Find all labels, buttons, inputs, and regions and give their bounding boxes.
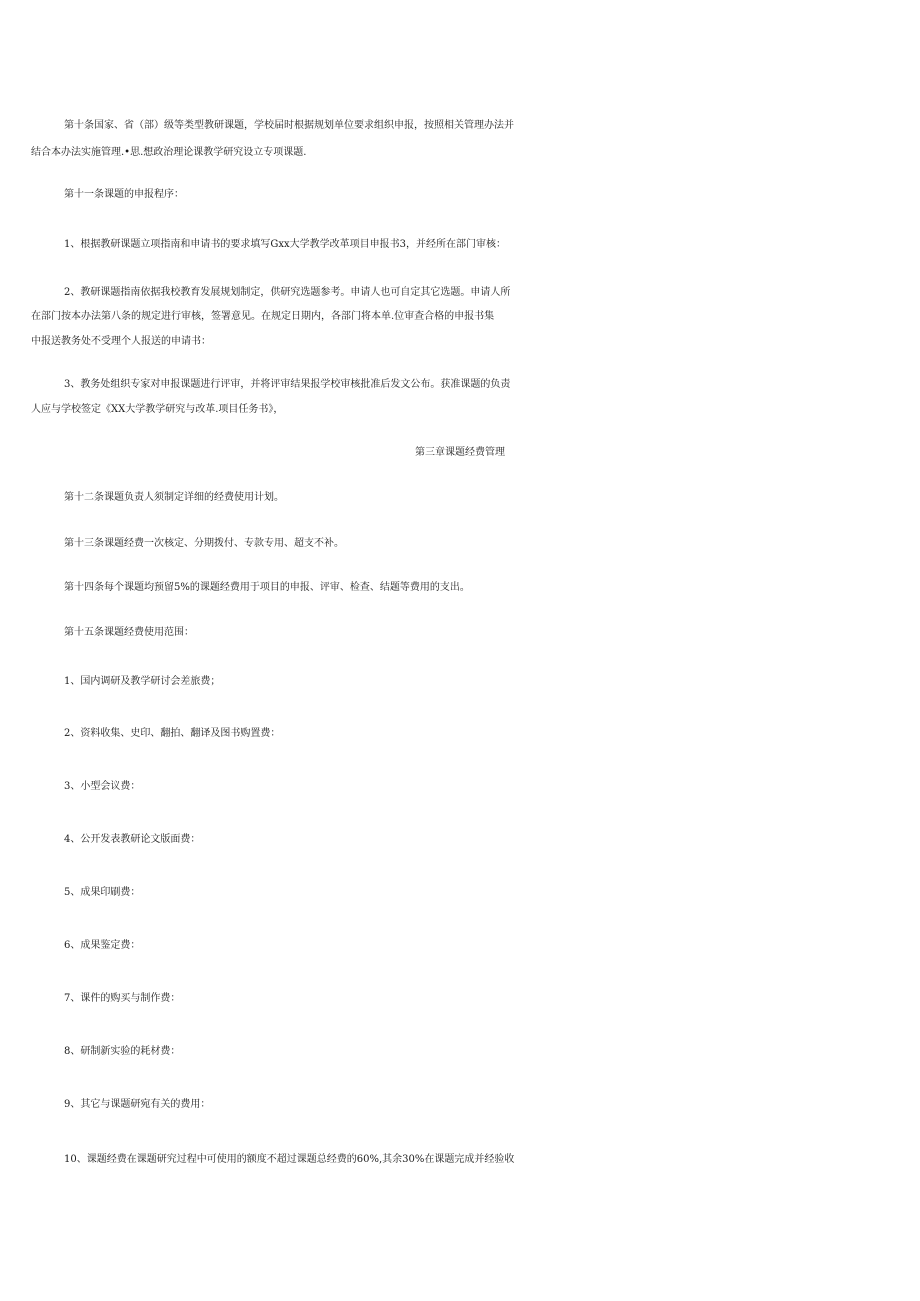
expense-item-1: 1、国内调研及教学研讨会差旅费； — [64, 676, 221, 687]
chapter-3-title: 第三章课题经费管理 — [415, 447, 505, 458]
expense-item-5: 5、成果印刷费： — [64, 887, 141, 898]
expense-item-9: 9、其它与课题研宛有关的费用： — [64, 1099, 211, 1110]
article-10-line-1: 第十条国家、省（部）级等类型教研课题，学校届时根据规划单位要求组织申报，按照相关管理办法并 — [64, 120, 514, 131]
article-15-heading: 第十五条课题经费使用范围： — [64, 627, 194, 638]
expense-item-3: 3、小型会议费： — [64, 781, 141, 792]
article-12: 第十二条课题负责人须制定详细的经费使用计划。 — [64, 492, 284, 503]
article-14: 第十四条每个课题均预留5%的课题经费用于项目的申报、评审、检查、结题等费用的支出。 — [64, 582, 470, 593]
article-10-line-2: 结合本办法实施管理.•思.想政治理论课教学研究设立专项课题. — [31, 147, 307, 158]
procedure-item-2-line-3: 中报送教务处不受理个人报送的申请书： — [31, 336, 211, 347]
expense-item-4: 4、公开发表教研论文版面费： — [64, 834, 201, 845]
article-13: 第十三条课题经费一次核定、分期拨付、专款专用、超支不补。 — [64, 538, 344, 549]
procedure-item-2-line-2: 在部门按本办法第八条的规定进行审核，签署意见。在规定日期内，各部门将本单.位审查合格的申报书集 — [31, 311, 495, 322]
article-11-heading: 第十一条课题的申报程序： — [64, 189, 184, 200]
expense-item-2: 2、资料收集、史印、翻拍、翻译及图书购置费： — [64, 728, 281, 739]
procedure-item-1: 1、根据教研课题立项指南和申请书的要求填写Gxx大学教学改革项目申报书3，并经所在部门审核： — [64, 239, 506, 250]
procedure-item-3-line-2: 人应与学校签定《XX大学教学研究与改革.项目任务书》， — [31, 404, 284, 415]
expense-item-8: 8、研制新实验的耗材费： — [64, 1046, 181, 1057]
procedure-item-2-line-1: 2、教研课题指南依据我校教育发展规划制定，供研究选题参考。申请人也可自定其它选题。申请人所 — [64, 287, 511, 298]
expense-item-7: 7、课件的购买与制作费： — [64, 993, 181, 1004]
expense-item-10: 10、课题经费在课题研究过程中可使用的额度不超过课题总经费的60%,其余30%在课题完成并经验收 — [64, 1154, 515, 1165]
expense-item-6: 6、成果鉴定费： — [64, 940, 141, 951]
procedure-item-3-line-1: 3、教务处组织专家对申报课题进行评审，并将评审结果报学校审核批准后发文公布。获准课题的负责 — [64, 379, 511, 390]
